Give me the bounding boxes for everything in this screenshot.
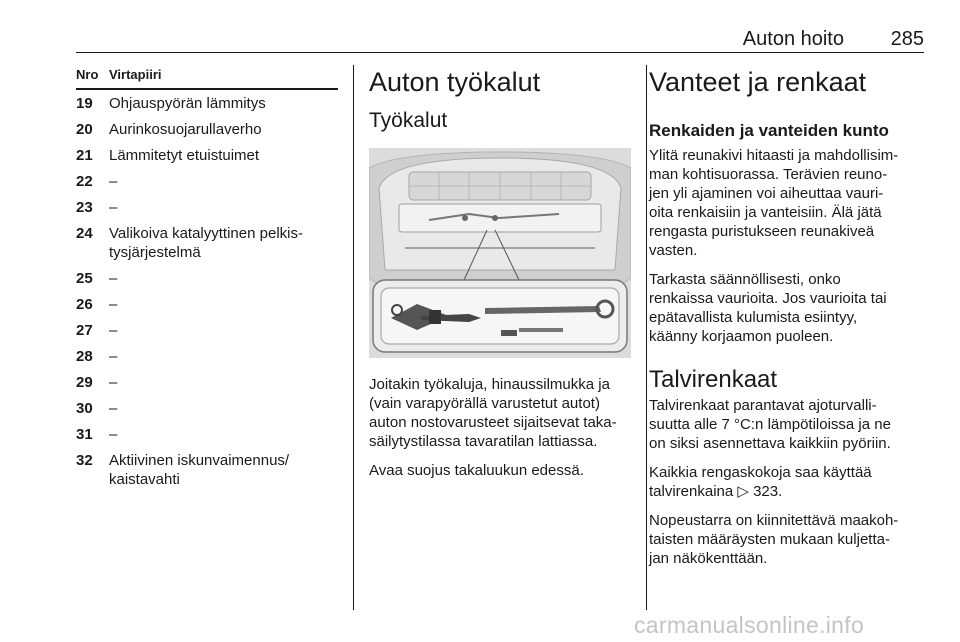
winter-paragraph-1 [649, 396, 925, 453]
header-rule [76, 52, 924, 53]
table-row [76, 146, 338, 172]
wheels-p1-line: jen yli ajaminen voi aiheuttaa vauri- [649, 185, 884, 202]
row-circuit: Ohjauspyörän lämmitys [109, 95, 266, 112]
winter-p1-line: on siksi asennettava kaikkiin pyöriin. [649, 435, 891, 452]
row-circuit: – [109, 173, 118, 190]
wheels-heading: Vanteet ja renkaat [649, 67, 867, 97]
row-number: 19 [76, 95, 93, 112]
winter-p1-line: Talvirenkaat parantavat ajoturvalli- [649, 397, 877, 414]
header-circuit: Virtapiiri [109, 67, 162, 82]
winter-paragraph-2 [649, 463, 925, 501]
row-circuit: Aurinkosuojarullaverho [109, 121, 262, 138]
row-circuit: – [109, 296, 118, 313]
row-circuit: – [109, 348, 118, 365]
page-number: 285 [890, 28, 924, 50]
table-row [76, 451, 338, 496]
row-circuit-line1: Valikoiva katalyyttinen pelkis- [109, 225, 303, 242]
tools-heading: Auton työkalut [369, 67, 541, 97]
table-row [76, 347, 338, 373]
row-number: 28 [76, 348, 93, 365]
tools-paragraph-1 [369, 375, 635, 451]
wheels-p1-line: oita renkaisiin ja vanteisiin. Älä jätä [649, 204, 882, 221]
winter-paragraph-3 [649, 511, 925, 568]
row-circuit-line2: kaistavahti [109, 471, 180, 488]
wheels-section [649, 66, 925, 568]
row-number: 25 [76, 270, 93, 287]
row-circuit: – [109, 270, 118, 287]
column-divider-1 [353, 65, 354, 610]
page-reference-link[interactable]: talvirenkaina ▷ 323. [649, 483, 783, 500]
wheels-p1-line: rengasta puristukseen reunakiveä [649, 223, 875, 240]
table-row [76, 399, 338, 425]
winter-p1-line: suutta alle 7 °C:n lämpötiloissa ja ne [649, 416, 891, 433]
winter-p2-line: Kaikkia rengaskokoja saa käyttää [649, 464, 872, 481]
tools-p1-line: säilytystilassa tavaratilan lattiassa. [369, 433, 598, 450]
wheels-paragraph-2 [649, 270, 925, 346]
winter-p3-line: jan näkökenttään. [649, 550, 768, 567]
row-number: 32 [76, 452, 93, 469]
row-number: 29 [76, 374, 93, 391]
table-header [76, 66, 338, 88]
wheels-p1-line: Ylitä reunakivi hitaasti ja mahdollisim- [649, 147, 899, 164]
winter-tyres-heading: Talvirenkaat [649, 366, 778, 393]
row-number: 26 [76, 296, 93, 313]
row-number: 22 [76, 173, 93, 190]
row-circuit: – [109, 199, 118, 216]
table-row [76, 373, 338, 399]
row-circuit: – [109, 426, 118, 443]
watermark: carmanualsonline.info [634, 612, 865, 638]
header-number: Nro [76, 67, 99, 82]
table-row [76, 425, 338, 451]
table-row [76, 172, 338, 198]
wheels-p2-line: Tarkasta säännöllisesti, onko [649, 271, 841, 288]
row-circuit: – [109, 400, 118, 417]
table-row [76, 295, 338, 321]
row-circuit-line2: tysjärjestelmä [109, 244, 201, 261]
row-number: 31 [76, 426, 93, 443]
wheels-subheading: Renkaiden ja vanteiden kunto [649, 121, 889, 140]
wheels-paragraph-1 [649, 146, 925, 260]
row-number: 20 [76, 121, 93, 138]
tools-subheading: Työkalut [369, 109, 448, 132]
row-circuit: – [109, 374, 118, 391]
column-divider-2 [646, 65, 647, 610]
trunk-tools-illustration [369, 148, 631, 358]
tools-p1-line: auton nostovarusteet sijaitsevat taka- [369, 414, 617, 431]
row-circuit: – [109, 322, 118, 339]
row-circuit [109, 451, 289, 496]
table-row [76, 120, 338, 146]
section-title: Auton hoito [742, 28, 844, 50]
table-row [76, 269, 338, 295]
tools-paragraph-2: Avaa suojus takaluukun edessä. [369, 462, 584, 479]
wheels-p2-line: renkaissa vaurioita. Jos vaurioita tai [649, 290, 887, 307]
row-circuit-line1: Aktiivinen iskunvaimennus/ [109, 452, 290, 469]
fuse-table [76, 66, 338, 496]
row-number: 24 [76, 225, 93, 242]
winter-p3-line: Nopeustarra on kiinnitettävä maakoh- [649, 512, 899, 529]
wheels-p2-line: epätavallista kulumista esiintyy, [649, 309, 858, 326]
winter-p3-line: taisten määräysten mukaan kuljetta- [649, 531, 890, 548]
wheels-p1-line: man kohtisuorassa. Terävien reuno- [649, 166, 888, 183]
wheels-p2-line: käänny korjaamon puoleen. [649, 328, 834, 345]
table-header-rule [76, 88, 338, 90]
tools-p1-line: Joitakin työkaluja, hinaussilmukka ja [369, 376, 610, 393]
row-number: 21 [76, 147, 93, 164]
row-number: 30 [76, 400, 93, 417]
row-number: 27 [76, 322, 93, 339]
table-row [76, 94, 338, 120]
row-circuit [109, 224, 303, 269]
tools-section [369, 66, 635, 480]
table-row [76, 321, 338, 347]
running-header [76, 28, 924, 52]
row-number: 23 [76, 199, 93, 216]
tools-p1-line: (vain varapyörällä varustetut autot) [369, 395, 600, 412]
wheels-p1-line: vasten. [649, 242, 698, 259]
table-row [76, 224, 338, 269]
table-row [76, 198, 338, 224]
row-circuit: Lämmitetyt etuistuimet [109, 147, 260, 164]
